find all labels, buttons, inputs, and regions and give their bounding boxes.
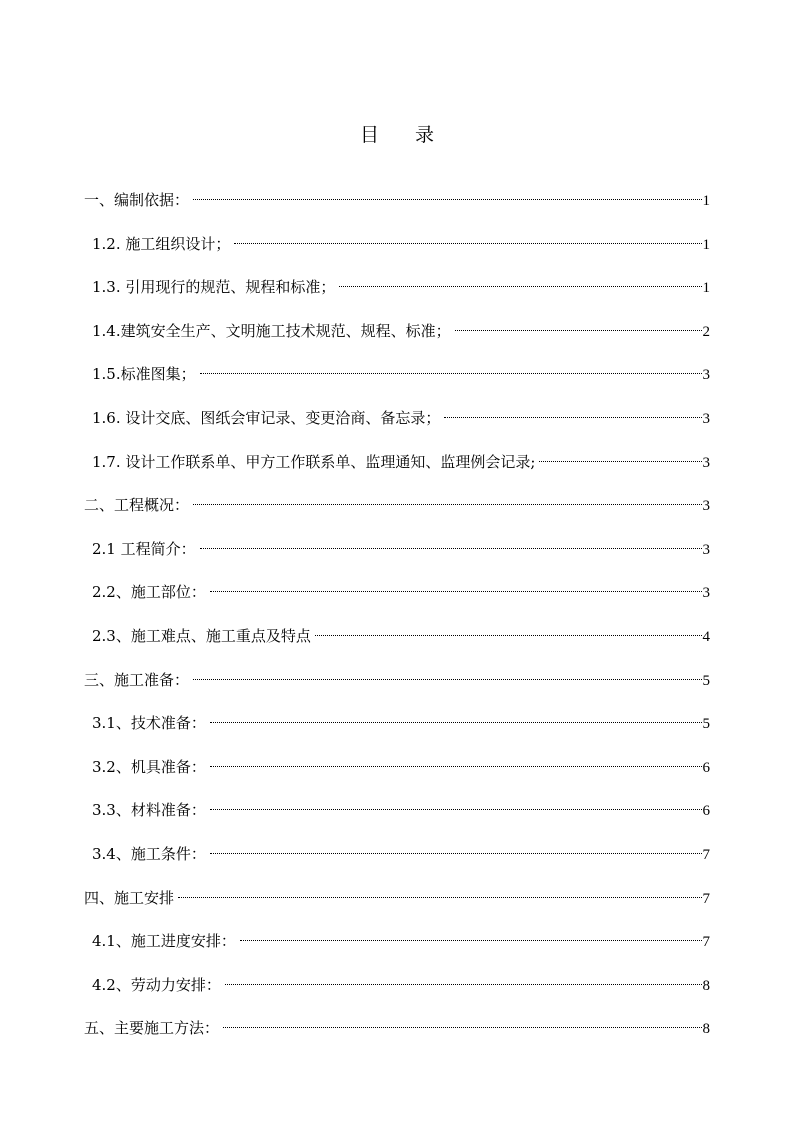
toc-page-number: 3 [702, 367, 710, 384]
toc-page-number: 7 [702, 934, 710, 951]
toc-entry-1-3[interactable] [84, 275, 710, 319]
toc-page-number: 5 [702, 672, 710, 689]
toc-entry-label: 1.6. 设计交底、图纸会审记录、变更洽商、备忘录； [92, 408, 441, 427]
table-of-contents [84, 188, 710, 1060]
toc-page-number: 7 [702, 890, 710, 907]
toc-entry-label: 一、编制依据： [84, 191, 190, 209]
toc-page-number: 3 [702, 585, 710, 602]
toc-entry-label: 四、施工安排 [84, 888, 175, 907]
dot-leader [178, 897, 701, 898]
toc-page-number: 8 [702, 977, 710, 994]
toc-page-number: 3 [702, 541, 710, 558]
toc-entry-1-4[interactable] [84, 319, 710, 363]
dot-leader [193, 199, 701, 200]
toc-entry-label: 1.7. 设计工作联系单、甲方工作联系单、监理通知、监理例会记录; [92, 452, 536, 471]
dot-leader [210, 766, 702, 767]
toc-entry-label: 三、施工准备： [84, 670, 190, 689]
dot-leader [210, 853, 702, 854]
dot-leader [240, 940, 702, 941]
toc-page-number: 2 [702, 323, 710, 340]
toc-entry-label: 4.2、劳动力安排： [92, 975, 221, 994]
dot-leader [210, 591, 702, 592]
title-char-1: 目 [359, 124, 379, 146]
dot-leader [339, 286, 701, 287]
toc-entry-label: 2.3、施工难点、施工重点及特点 [92, 626, 311, 645]
toc-page-number: 4 [702, 628, 710, 645]
dot-leader [455, 330, 702, 331]
toc-entry-label: 二、工程概况： [84, 496, 190, 515]
dot-leader [444, 417, 701, 418]
toc-entry-1[interactable] [84, 188, 710, 232]
toc-entry-label: 3.4、施工条件： [92, 844, 206, 863]
toc-entry-4-1[interactable] [84, 929, 710, 973]
toc-entry-2-2[interactable] [84, 580, 710, 624]
toc-page-number: 3 [702, 454, 710, 471]
dot-leader [539, 461, 701, 462]
toc-entry-3-2[interactable] [84, 755, 710, 799]
toc-entry-4-2[interactable] [84, 973, 710, 1017]
dot-leader [210, 722, 702, 723]
dot-leader [193, 679, 701, 680]
toc-page-number: 1 [702, 236, 710, 253]
toc-entry-label: 1.2. 施工组织设计； [92, 234, 231, 253]
toc-entry-label: 3.3、材料准备： [92, 801, 206, 820]
dot-leader [223, 1027, 701, 1028]
dot-leader [210, 809, 702, 810]
toc-page-number: 3 [702, 498, 710, 515]
toc-entry-1-6[interactable] [84, 406, 710, 450]
toc-entry-label: 1.5.标准图集； [92, 365, 196, 384]
dot-leader [200, 548, 702, 549]
toc-entry-label: 1.3. 引用现行的规范、规程和标准； [92, 278, 336, 297]
toc-entry-1-5[interactable] [84, 362, 710, 406]
dot-leader [225, 984, 702, 985]
toc-entry-1-7[interactable] [84, 450, 710, 494]
toc-entry-3-4[interactable] [84, 842, 710, 886]
toc-page-number: 1 [702, 193, 710, 209]
toc-entry-label: 五、主要施工方法： [84, 1019, 220, 1038]
toc-page-number: 1 [702, 280, 710, 297]
toc-page-number: 6 [702, 759, 710, 776]
toc-entry-3-3[interactable] [84, 798, 710, 842]
toc-entry-1-2[interactable] [84, 232, 710, 276]
dot-leader [200, 373, 702, 374]
dot-leader [315, 635, 702, 636]
toc-entry-label: 1.4.建筑安全生产、文明施工技术规范、规程、标准； [92, 321, 451, 340]
toc-entry-4[interactable] [84, 886, 710, 930]
toc-entry-3[interactable] [84, 668, 710, 712]
toc-entry-label: 4.1、施工进度安排： [92, 932, 236, 951]
toc-entry-label: 2.2、施工部位： [92, 583, 206, 602]
toc-page-number: 7 [702, 846, 710, 863]
title-char-2: 录 [415, 124, 435, 146]
toc-entry-label: 3.1、技术准备： [92, 714, 206, 733]
toc-entry-2-1[interactable] [84, 537, 710, 581]
toc-entry-2-3[interactable] [84, 624, 710, 668]
toc-entry-3-1[interactable] [84, 711, 710, 755]
toc-page-number: 8 [702, 1021, 710, 1038]
toc-entry-2[interactable] [84, 493, 710, 537]
toc-entry-label: 3.2、机具准备： [92, 757, 206, 776]
dot-leader [193, 504, 701, 505]
toc-entry-5[interactable] [84, 1016, 710, 1060]
toc-page-number: 5 [702, 716, 710, 733]
toc-entry-label: 2.1 工程简介： [92, 539, 196, 558]
toc-page-number: 6 [702, 803, 710, 820]
page-title [0, 120, 794, 147]
toc-page-number: 3 [702, 410, 710, 427]
dot-leader [234, 243, 701, 244]
